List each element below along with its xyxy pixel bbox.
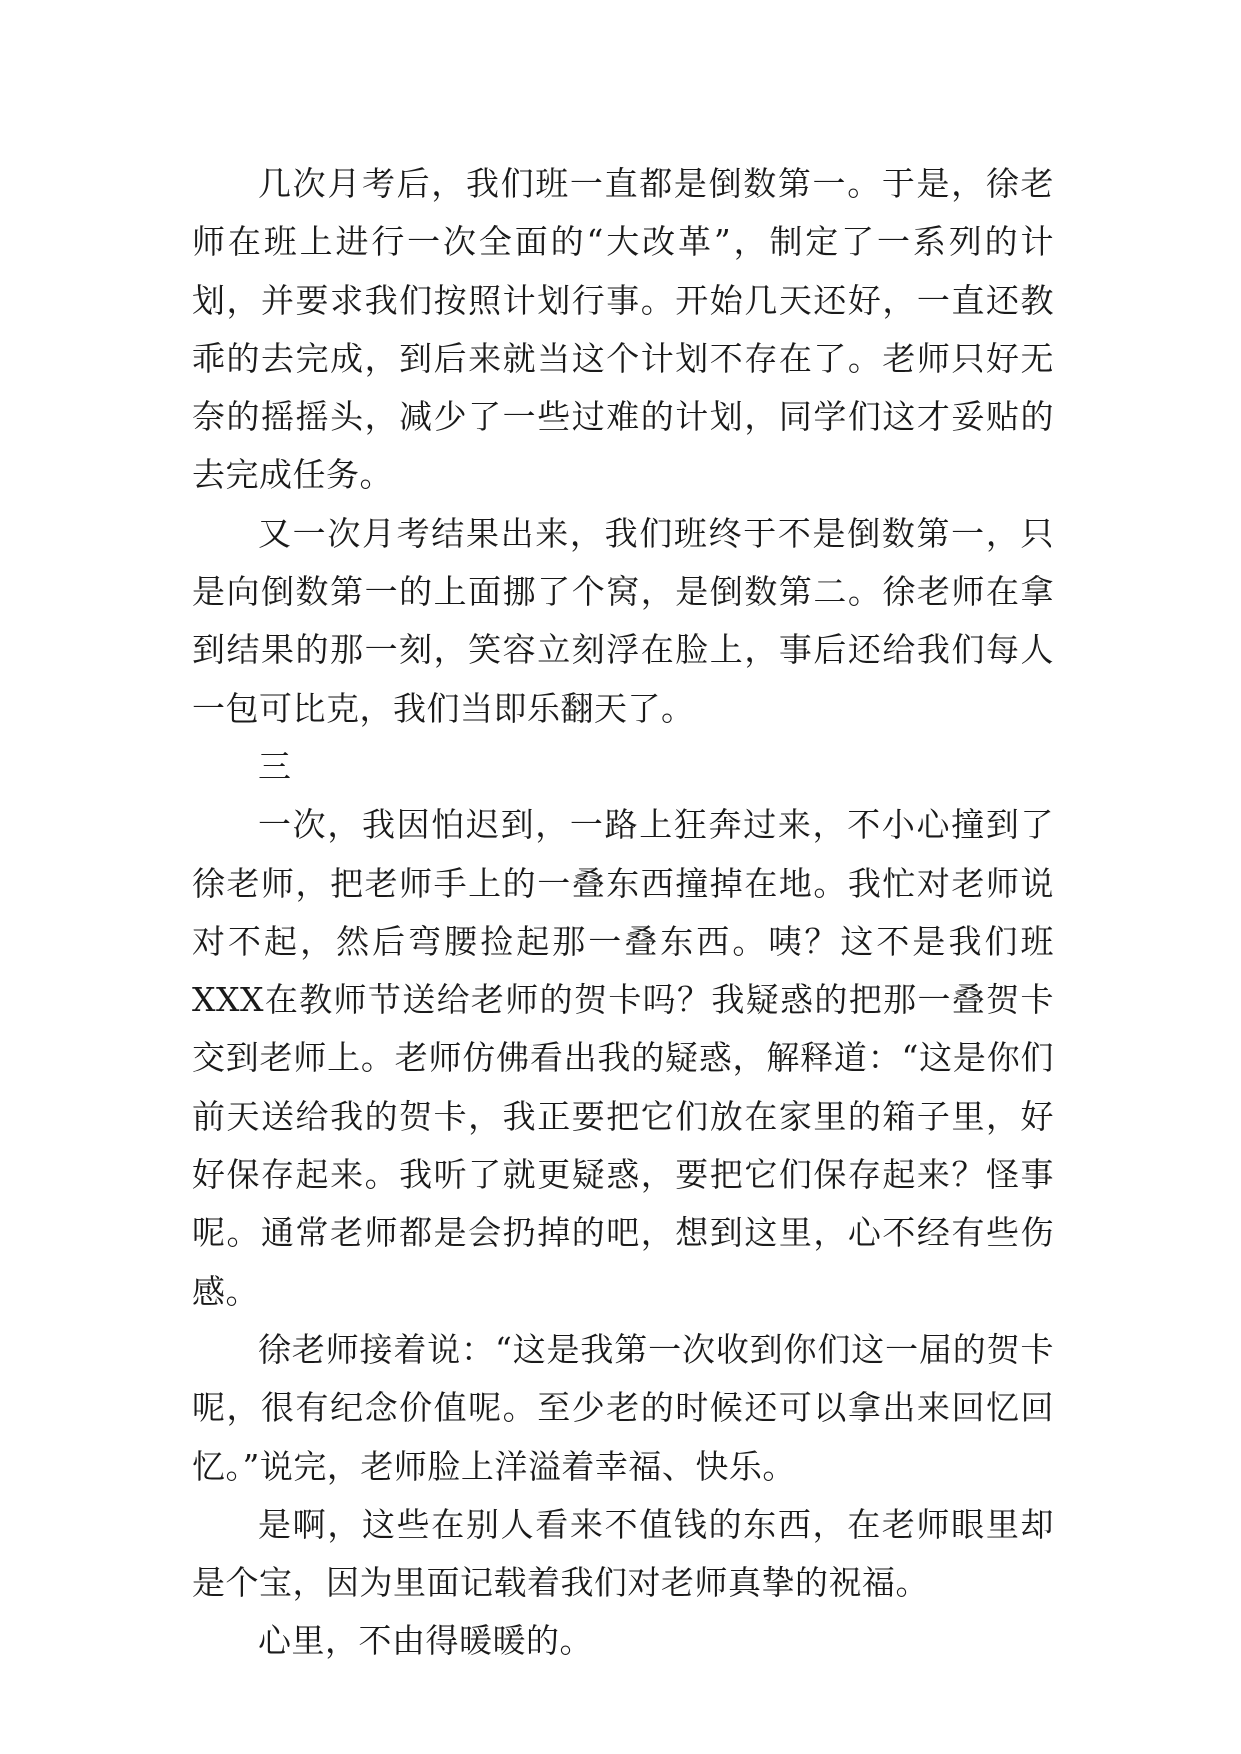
paragraph-2: 又一次月考结果出来，我们班终于不是倒数第一，只是向倒数第一的上面挪了个窝，是倒数第二。徐老师在拿到结果的那一刻，笑容立刻浮在脸上，事后还给我们每人一包可比克，我们当即乐翻天了。 bbox=[192, 513, 1054, 728]
paragraph-5: 是啊，这些在别人看来不值钱的东西，在老师眼里却是个宝，因为里面记载着我们对老师真挚的祝福。 bbox=[192, 1504, 1054, 1603]
paragraph-6: 心里，不由得暖暖的。 bbox=[258, 1621, 593, 1661]
paragraph-3: 一次，我因怕迟到，一路上狂奔过来，不小心撞到了徐老师，把老师手上的一叠东西撞掉在地。我忙对老师说对不起，然后弯腰捡起那一叠东西。咦？这不是我们班XXX在教师节送给老师的贺卡吗？我疑惑的把那一叠贺卡交到老师上。老师仿佛看出我的疑惑，解释道：“这是你们前天送给我的贺卡，我正要把它们放在家里的箱子里，好好保存起来。我听了就更疑惑，要把它们保存起来？怪事呢。通常老师都是会扔掉的吧，想到这里，心不经有些伤感。 bbox=[192, 805, 1054, 1311]
document-body bbox=[192, 155, 1054, 1671]
paragraph-1: 几次月考后，我们班一直都是倒数第一。于是，徐老师在班上进行一次全面的“大改革”，制定了一系列的计划，并要求我们按照计划行事。开始几天还好，一直还教乖的去完成，到后来就当这个计划不存在了。老师只好无奈的摇摇头，减少了一些过难的计划，同学们这才妥贴的去完成任务。 bbox=[192, 164, 1054, 495]
paragraph-4: 徐老师接着说：“这是我第一次收到你们这一届的贺卡呢，很有纪念价值呢。至少老的时候还可以拿出来回忆回忆。”说完，老师脸上洋溢着幸福、快乐。 bbox=[192, 1329, 1054, 1486]
section-heading: 三 bbox=[258, 746, 292, 786]
